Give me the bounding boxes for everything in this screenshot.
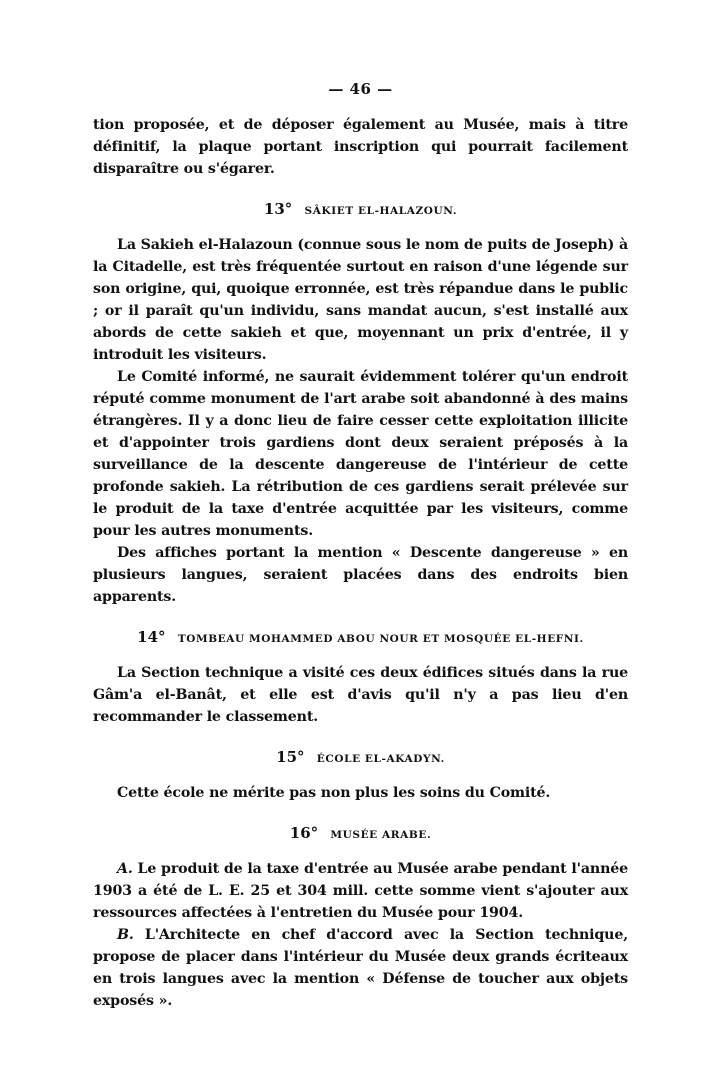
item-text: Le produit de la taxe d'entrée au Musée arabe pendant l'année 1903 a été de L. E. 25 et 304 mill. cette somme vient s'ajouter aux ressources affectées à l'entretien du Musée pour 1904. [93,861,628,921]
section-title: SÂKIET EL-HALAZOUN. [304,205,458,217]
section-14-paragraph-1: La Section technique a visité ces deux édifices situés dans la rue Gâm'a el-Banât, et elle est d'avis qu'il n'y a pas lieu d'en recommander le classement. [93,665,628,725]
section-heading-14 [93,628,628,646]
section-number: 16° [289,824,319,842]
section-title: TOMBEAU MOHAMMED ABOU NOUR ET MOSQUÉE EL-HEFNI. [177,633,584,645]
section-15-paragraph-1: Cette école ne mérite pas non plus les soins du Comité. [117,785,551,801]
section-heading-15 [93,748,628,766]
page-number: — 46 — [328,80,393,98]
section-number: 13° [263,200,293,218]
intro-paragraph: tion proposée, et de déposer également au Musée, mais à titre définitif, la plaque portant inscription qui pourrait facilement disparaître ou s'égarer. [93,117,628,177]
section-heading-16 [93,824,628,842]
section-16-item-b [93,924,628,1012]
section-13-paragraph-3: Des affiches portant la mention « Descente dangereuse » en plusieurs langues, seraient placées dans des endroits bien apparents. [93,545,628,605]
section-title: MUSÉE ARABE. [330,829,432,841]
item-label: A. [117,861,133,877]
section-heading-13 [93,200,628,218]
item-text: L'Architecte en chef d'accord avec la Section technique, propose de placer dans l'intérieur du Musée deux grands écriteaux en trois langues avec la mention « Défense de toucher aux objets exposés ». [93,927,628,1009]
section-number: 14° [137,628,166,646]
section-13-paragraph-1: La Sakieh el-Halazoun (connue sous le nom de puits de Joseph) à la Citadelle, est très fréquentée surtout en raison d'une légende sur son origine, qui, quoique erronnée, est très répandue dans le public ; or il paraît qu'un individu, sans mandat aucun, s'est installé aux abords de cette sakieh et que, moyennant un prix d'entrée, il y introduit les visiteurs. [93,237,628,363]
section-13-paragraph-2: Le Comité informé, ne saurait évidemment tolérer qu'un endroit réputé comme monument de l'art arabe soit abandonné à des mains étrangères. Il y a donc lieu de faire cesser cette exploitation illicite et d'appointer trois gardiens dont deux seraient préposés à la surveillance de la descente dangereuse de l'intérieur de cette profonde sakieh. La rétribution de ces gardiens serait prélevée sur le produit de la taxe d'entrée acquittée par les visiteurs, comme pour les autres monuments. [93,369,628,539]
section-title: ÉCOLE EL-AKADYN. [316,753,445,765]
section-16-item-a [93,858,628,924]
item-label: B. [117,927,134,943]
section-number: 15° [276,748,305,766]
document-page [93,80,628,1012]
